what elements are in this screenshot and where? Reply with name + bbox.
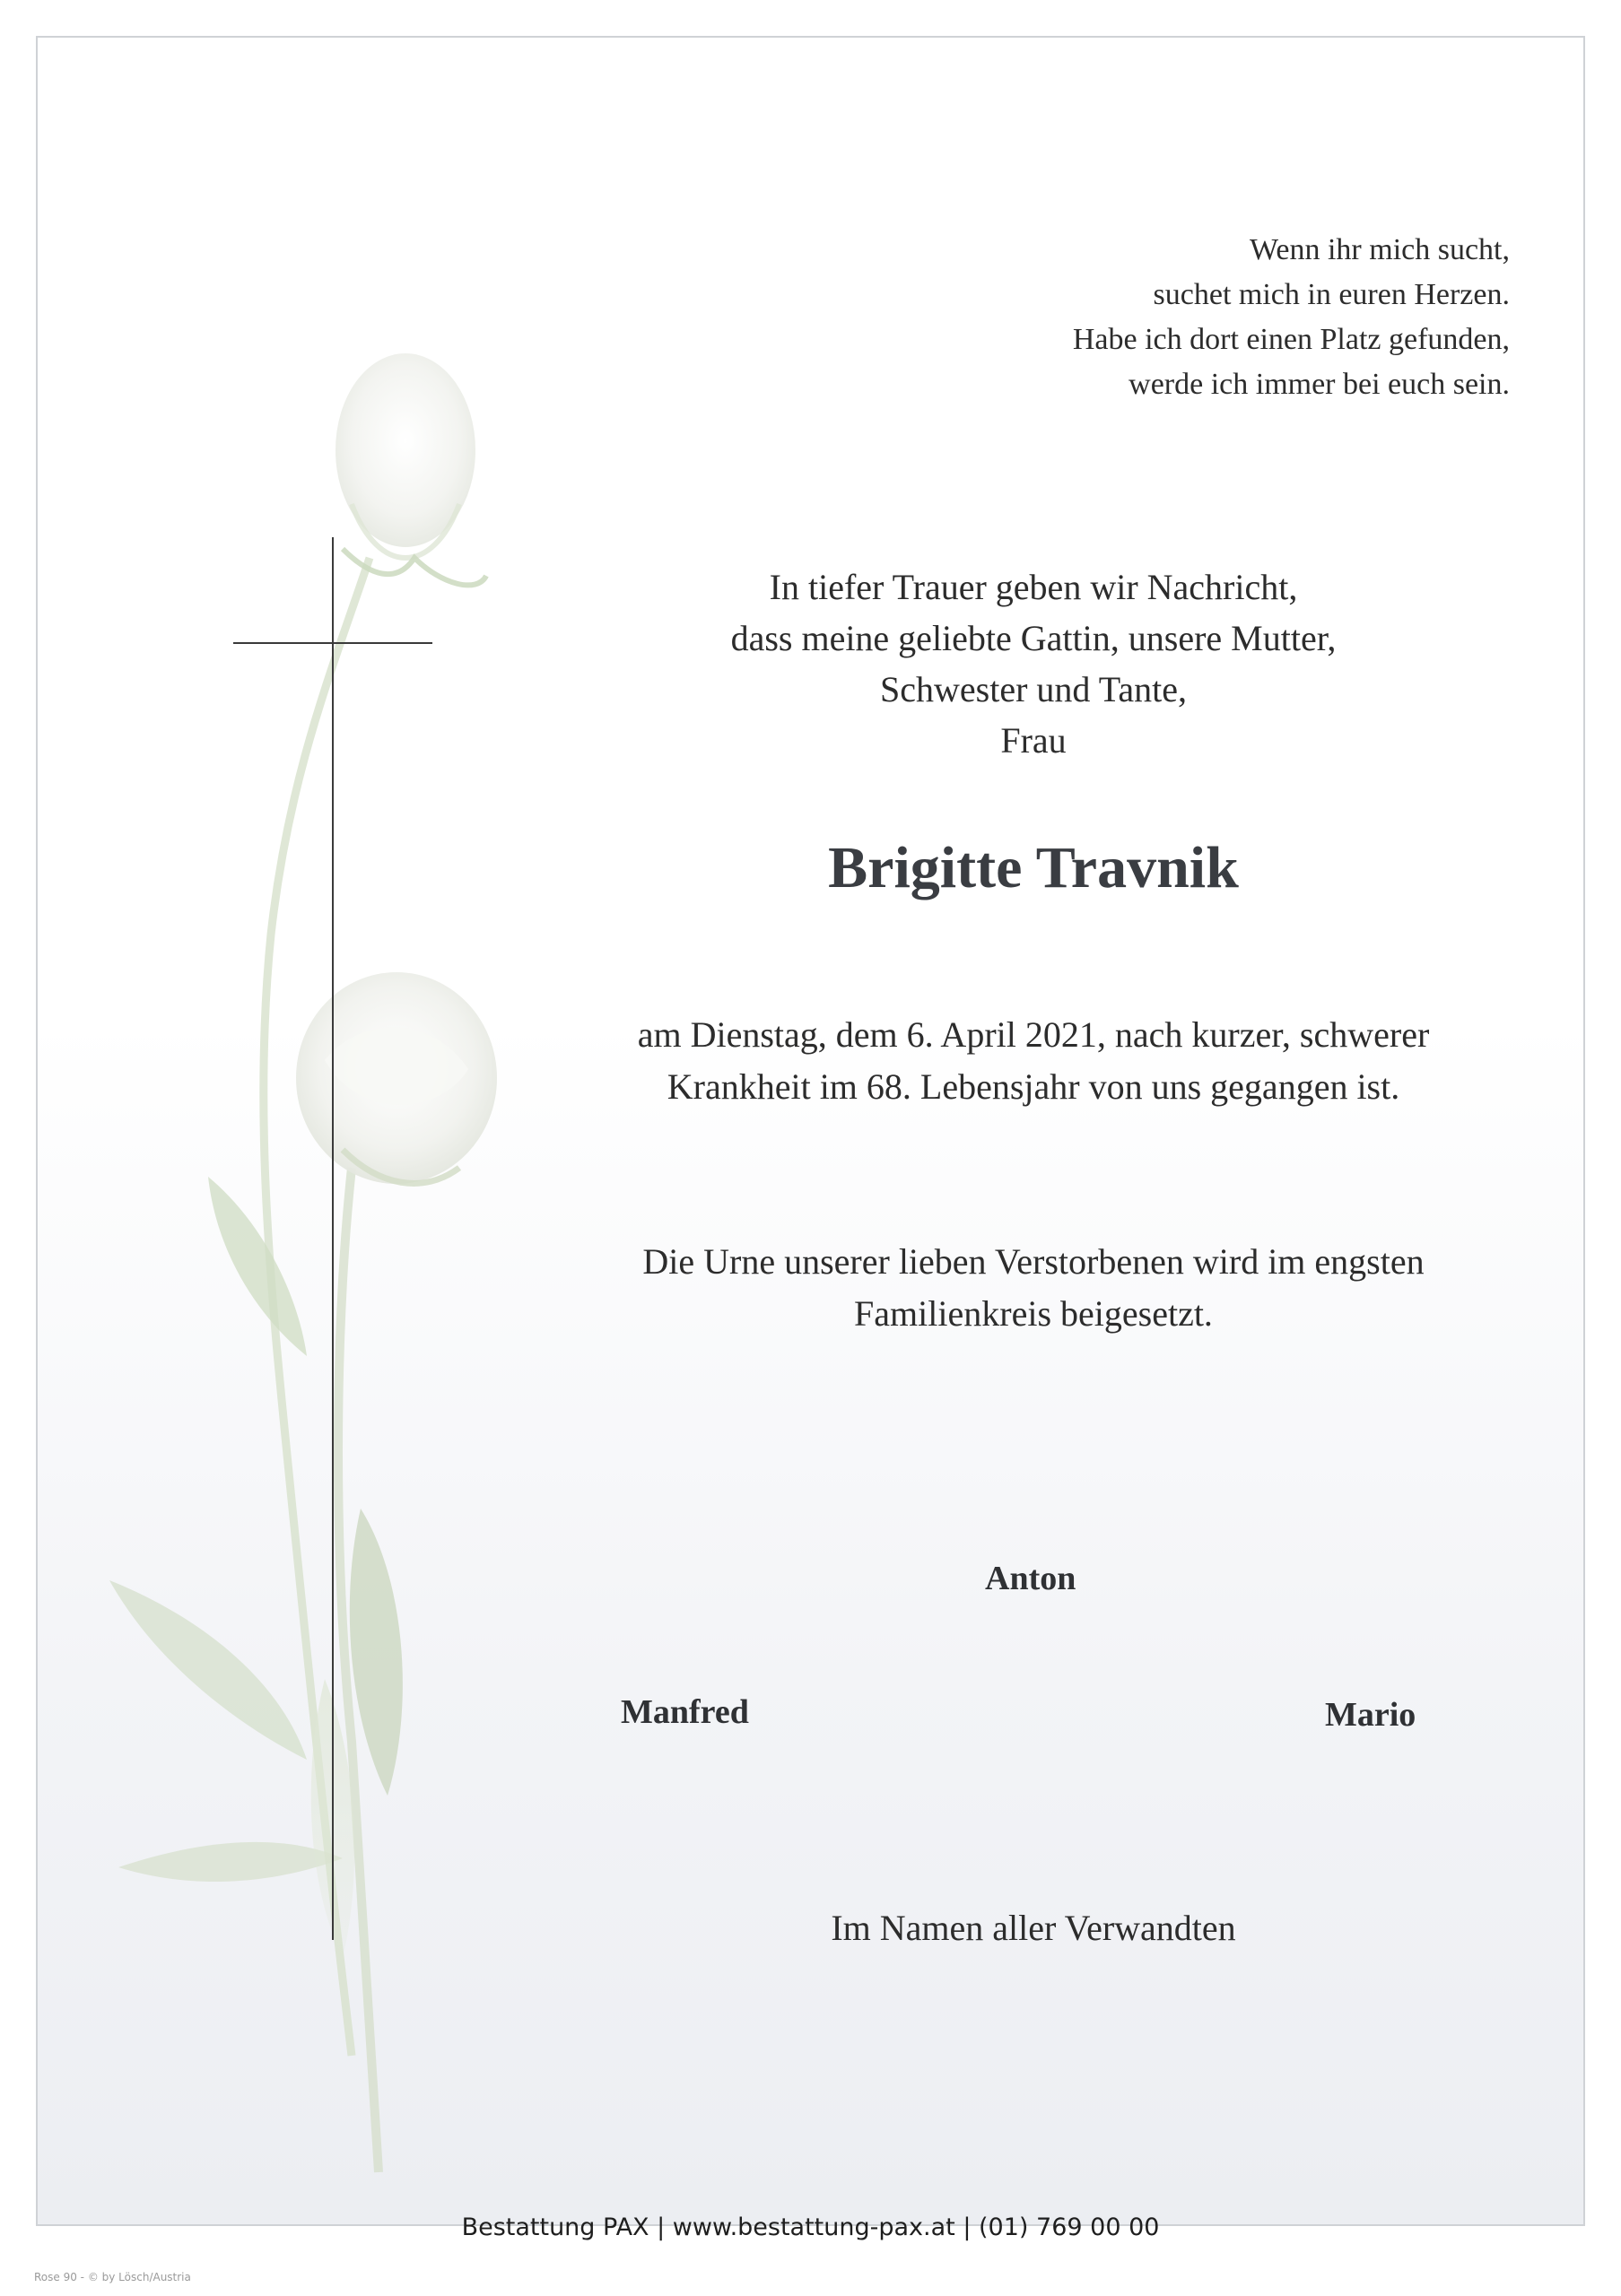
intro-line: Frau <box>1000 720 1067 761</box>
poem-line: suchet mich in euren Herzen. <box>1153 278 1510 311</box>
poem-line: Habe ich dort einen Platz gefunden, <box>1072 323 1510 356</box>
funeral-home-footer: Bestattung PAX | www.bestattung-pax.at | (01) 769 00 00 <box>461 2213 1160 2241</box>
rose-illustration <box>38 38 540 2226</box>
intro-line: dass meine geliebte Gattin, unsere Mutter, <box>730 618 1337 658</box>
deceased-name: Brigitte Travnik <box>828 835 1239 900</box>
intro-line: Schwester und Tante, <box>880 669 1187 709</box>
closing-line: Im Namen aller Verwandten <box>831 1908 1236 1948</box>
announcement-intro <box>567 561 1500 766</box>
mourner-anton: Anton <box>985 1560 1076 1597</box>
poem-line: Wenn ihr mich sucht, <box>1250 233 1510 266</box>
urn-notice <box>567 1236 1500 1340</box>
poem-line: werde ich immer bei euch sein. <box>1129 368 1510 401</box>
obituary-card <box>36 36 1585 2226</box>
cross-vertical-bar <box>332 537 334 1940</box>
mourner-mario: Mario <box>1325 1696 1416 1734</box>
mourner-manfred: Manfred <box>621 1693 749 1731</box>
death-notice <box>567 1009 1500 1113</box>
cross-horizontal-bar <box>233 642 432 644</box>
poem <box>882 228 1510 407</box>
intro-line: In tiefer Trauer geben wir Nachricht, <box>769 567 1298 607</box>
urn-notice-line: Die Urne unserer lieben Verstorbenen wird im engsten <box>642 1241 1425 1282</box>
death-notice-line: am Dienstag, dem 6. April 2021, nach kurzer, schwerer <box>637 1014 1430 1055</box>
urn-notice-line: Familienkreis beigesetzt. <box>854 1293 1213 1334</box>
death-notice-line: Krankheit im 68. Lebensjahr von uns gegangen ist. <box>667 1066 1400 1107</box>
image-credit: Rose 90 - © by Lösch/Austria <box>34 2271 191 2283</box>
